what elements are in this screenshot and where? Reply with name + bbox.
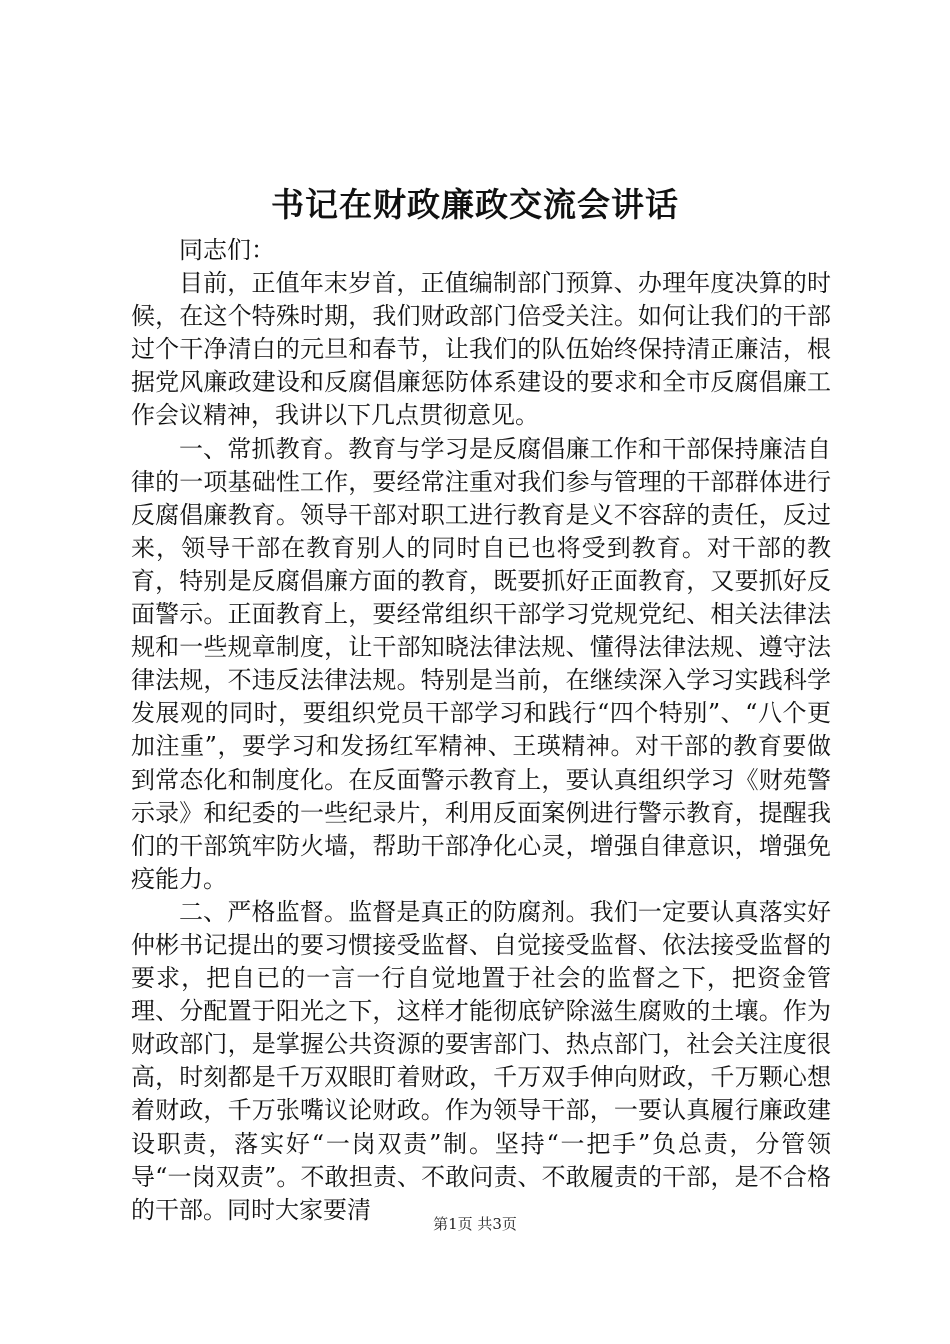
document-body: [131, 234, 831, 1227]
document-title: 书记在财政廉政交流会讲话: [271, 185, 679, 224]
salutation-paragraph: 同志们：: [179, 236, 275, 264]
section-education-paragraph: 一、常抓教育。教育与学习是反腐倡廉工作和干部保持廉洁自律的一项基础性工作，要经常注重对我们参与管理的干部群体进行反腐倡廉教育。领导干部对职工进行教育是义不容辞的责任，反过来，领导干部在教育别人的同时自已也将受到教育。对干部的教育，特别是反腐倡廉方面的教育，既要抓好正面教育，又要抓好反面警示。正面教育上，要经常组织干部学习党规党纪、相关法律法规和一些规章制度，让干部知晓法律法规、懂得法律法规、遵守法律法规，不违反法律法规。特别是当前，在继续深入学习实践科学发展观的同时，要组织党员干部学习和践行“四个特别”、“八个更加注重”，要学习和发扬红军精神、王瑛精神。对干部的教育要做到常态化和制度化。在反面警示教育上，要认真组织学习《财苑警示录》和纪委的一些纪录片，利用反面案例进行警示教育，提醒我们的干部筑牢防火墙，帮助干部净化心灵，增强自律意识，增强免疫能力。: [131, 434, 831, 893]
intro-paragraph: 目前，正值年末岁首，正值编制部门预算、办理年度决算的时候，在这个特殊时期，我们财政部门倍受关注。如何让我们的干部过个干净清白的元旦和春节，让我们的队伍始终保持清正廉洁，根据党风廉政建设和反腐倡廉惩防体系建设的要求和全市反腐倡廉工作会议精神，我讲以下几点贯彻意见。: [131, 269, 831, 430]
section-supervision-paragraph: 二、严格监督。监督是真正的防腐剂。我们一定要认真落实好仲彬书记提出的要习惯接受监督、自觉接受监督、依法接受监督的要求，把自已的一言一行自觉地置于社会的监督之下，把资金管理、分配置于阳光之下，这样才能彻底铲除滋生腐败的土壤。作为财政部门，是掌握公共资源的要害部门、热点部门，社会关注度很高，时刻都是千万双眼盯着财政，千万双手伸向财政，千万颗心想着财政，千万张嘴议论财政。作为领导干部，一要认真履行廉政建设职责，落实好“一岗双责”制。坚持“一把手”负总责，分管领导“一岗双责”。不敢担责、不敢问责、不敢履责的干部，是不合格的干部。同时大家要清: [131, 897, 831, 1224]
page-number-footer: 第1页 共3页: [433, 1215, 517, 1233]
